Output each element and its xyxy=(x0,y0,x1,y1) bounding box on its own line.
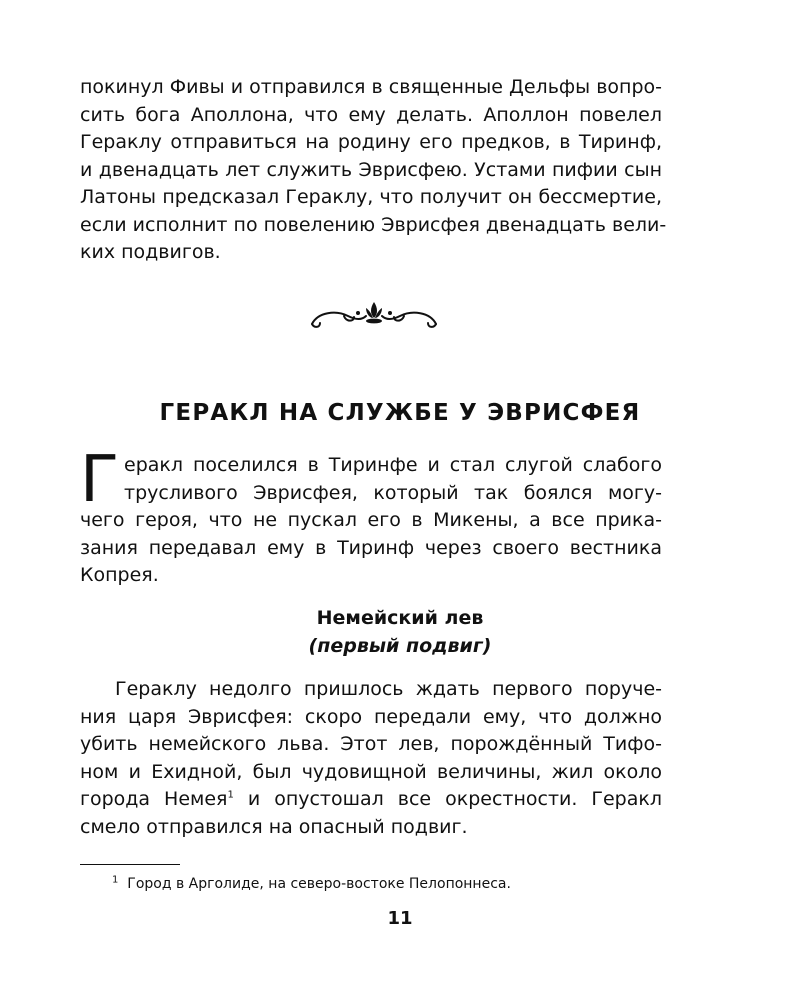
text-line: Копрея. xyxy=(80,564,159,586)
footnote-text: Город в Арголиде, на северо-востоке Пелопоннеса. xyxy=(127,876,511,892)
text-line: смело отправился на опасный подвиг. xyxy=(80,815,468,838)
text-line: ния царя Эврисфея: скоро передали ему, что должно xyxy=(80,705,662,728)
text-line: Гераклу недолго пришлось ждать первого поруче- xyxy=(115,678,662,700)
footnote-reference[interactable]: 1 xyxy=(227,789,234,801)
floral-divider-icon xyxy=(308,296,440,332)
footnote xyxy=(112,874,511,894)
text-line: сить бога Аполлона, что ему делать. Аполлон повелел xyxy=(80,103,662,126)
page-number: 11 xyxy=(387,908,413,929)
text-line: ких подвигов. xyxy=(80,241,221,263)
footnote-marker: 1 xyxy=(112,874,119,886)
text-line: Гераклу отправиться на родину его предков, в Тиринф, xyxy=(80,131,662,153)
chapter-paragraph xyxy=(80,452,662,590)
text-line xyxy=(80,786,662,814)
section-title: Немейский лев xyxy=(316,607,484,629)
text-line: и двенадцать лет служить Эврисфею. Устами пифии сын xyxy=(80,158,662,181)
chapter-title: ГЕРАКЛ НА СЛУЖБЕ У ЭВРИСФЕЯ xyxy=(159,400,641,426)
text-fragment: города Немея xyxy=(80,788,228,810)
section-subtitle: (первый подвиг) xyxy=(308,635,492,657)
text-fragment: и опустошал все окрестности. Геракл xyxy=(233,788,662,810)
text-line: если исполнит по повелению Эврисфея двенадцать вели- xyxy=(80,213,667,236)
footnote-divider xyxy=(80,864,180,865)
text-line: Латоны предсказал Гераклу, что получит он бессмертие, xyxy=(80,186,662,208)
lion-paragraph xyxy=(80,676,662,841)
text-line: ном и Ехидной, был чудовищной величины, жил около xyxy=(80,760,662,783)
intro-paragraph xyxy=(80,74,667,267)
text-line: убить немейского льва. Этот лев, порождённый Тифо- xyxy=(80,733,662,755)
text-line: еракл поселился в Тиринфе и стал слугой слабого xyxy=(124,454,662,476)
text-line: зания передавал ему в Тиринф через своего вестника xyxy=(80,536,662,559)
text-line: трусливого Эврисфея, который так боялся могу- xyxy=(124,481,662,504)
text-line: покинул Фивы и отправился в священные Дельфы вопро- xyxy=(80,76,662,98)
text-line: чего героя, что не пускал его в Микены, а все прика- xyxy=(80,509,662,531)
drop-cap: Г xyxy=(80,443,120,517)
